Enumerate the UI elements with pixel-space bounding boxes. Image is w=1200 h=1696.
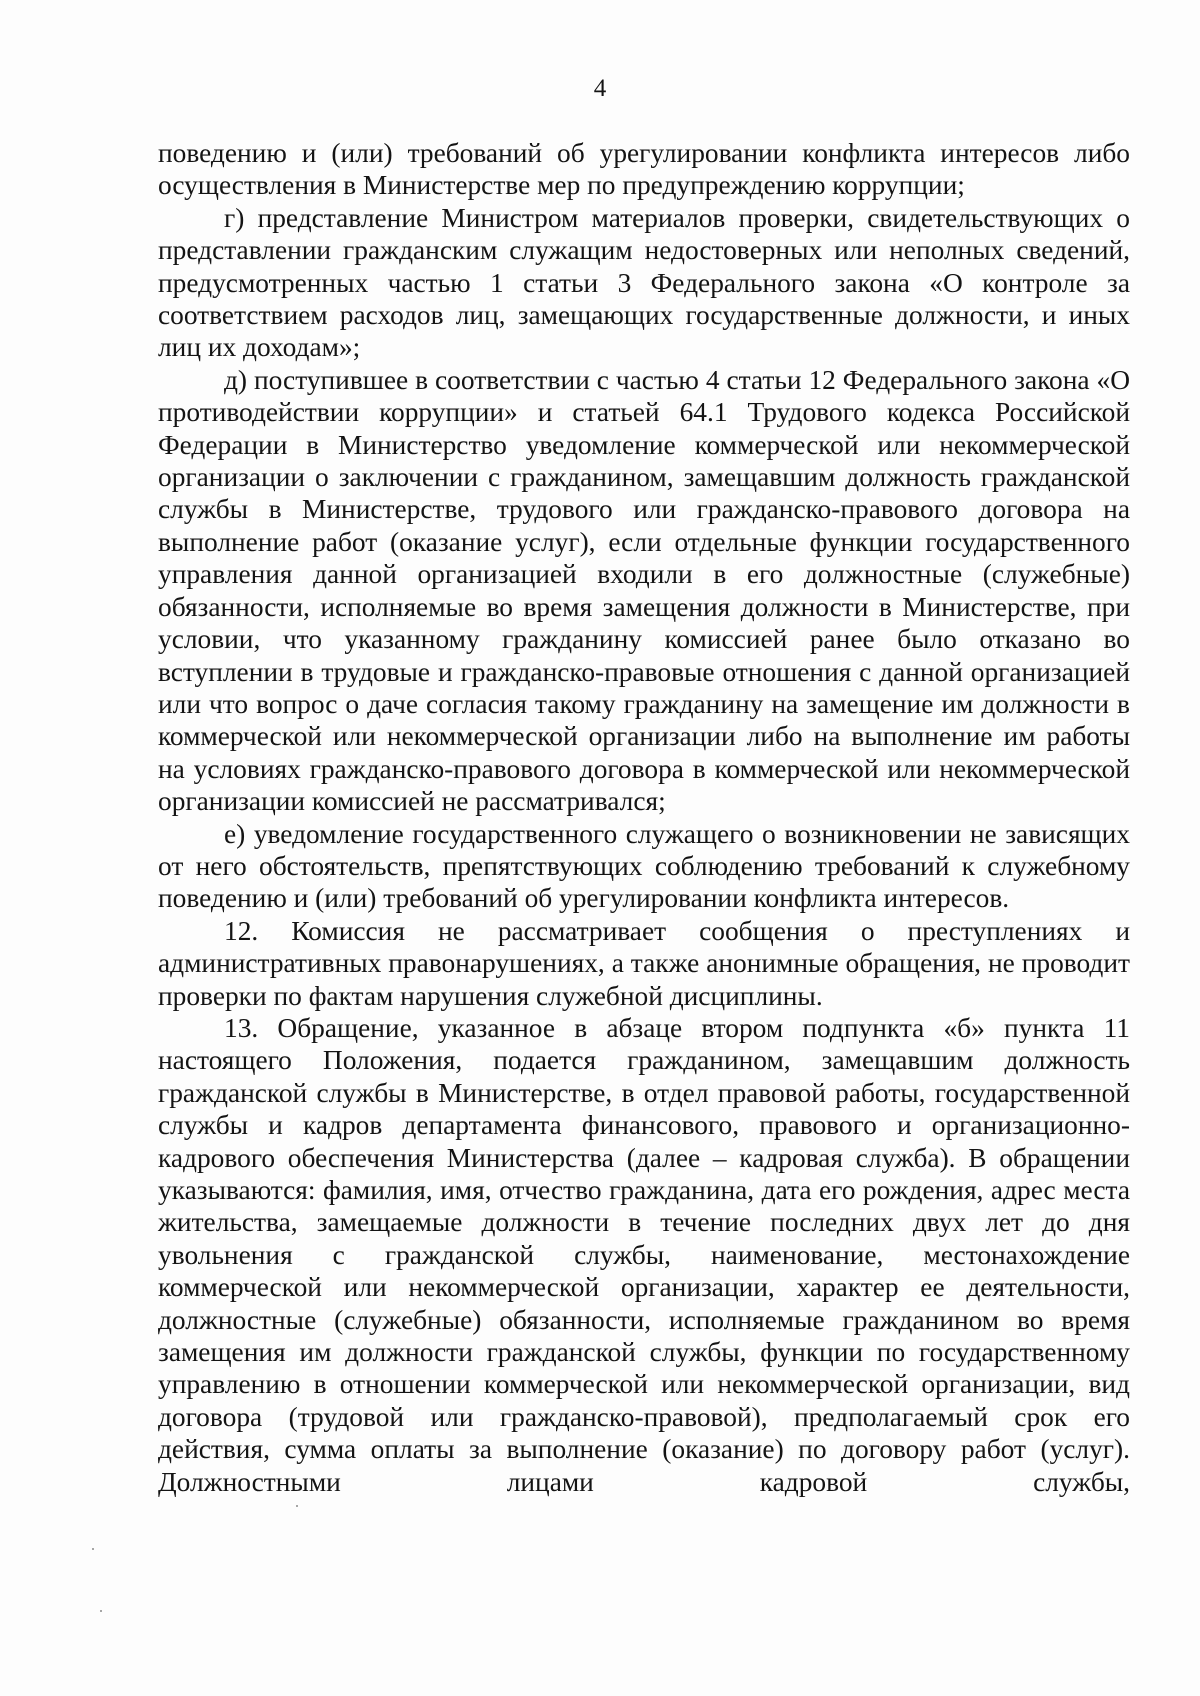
paragraph-clause-12: 12. Комиссия не рассматривает сообщения о преступлениях и административных правонарушениях, а также анонимные обращения, не проводит проверки по фактам нарушения служебной дисциплины. [158, 915, 1130, 1011]
document-body [158, 137, 1130, 1498]
paragraph-item-e: е) уведомление государственного служащего о возникновении не зависящих от него обстоятельств, препятствующих соблюдению требований к служебному поведению и (или) требований об урегулировании конфликта интересов. [158, 818, 1130, 914]
scan-speck [296, 1505, 298, 1507]
paragraph-item-g: г) представление Министром материалов проверки, свидетельствующих о представлении гражданским служащим недостоверных или неполных сведений, предусмотренных частью 1 статьи 3 Федерального закона «О контроле за соответствием расходов лиц, замещающих государственные должности, и иных лиц их доходам»; [158, 202, 1130, 363]
paragraph-clause-13: 13. Обращение, указанное в абзаце втором подпункта «б» пункта 11 настоящего Положения, подается гражданином, замещавшим должность гражданской службы в Министерстве, в отдел правовой работы, государственной службы и кадров департамента финансового, правового и организационно-кадрового обеспечения Министерства (далее – кадровая служба). В обращении указываются: фамилия, имя, отчество гражданина, дата его рождения, адрес места жительства, замещаемые должности в течение последних двух лет до дня увольнения с гражданской службы, наименование, местонахождение коммерческой или некоммерческой организации, характер ее деятельности, должностные (служебные) обязанности, исполняемые гражданином во время замещения им должности гражданской службы, функции по государственному управлению в отношении коммерческой или некоммерческой организации, вид договора (трудовой или гражданско-правовой), предполагаемый срок его действия, сумма оплаты за выполнение (оказание) по договору работ (услуг). Должностными лицами кадровой службы, [158, 1012, 1130, 1497]
page-number: 4 [593, 75, 607, 102]
paragraph-continuation: поведению и (или) требований об урегулировании конфликта интересов либо осуществления в Министерстве мер по предупреждению коррупции; [158, 138, 1130, 201]
scan-speck [92, 1548, 94, 1550]
paragraph-item-d: д) поступившее в соответствии с частью 4 статьи 12 Федерального закона «О противодействии коррупции» и статьей 64.1 Трудового кодекса Российской Федерации в Министерство уведомление коммерческой или некоммерческой организации о заключении с гражданином, замещавшим должность гражданской службы в Министерстве, трудового или гражданско-правового договора на выполнение работ (оказание услуг), если отдельные функции государственного управления данной организацией входили в его должностные (служебные) обязанности, исполняемые во время замещения должности в Министерстве, при условии, что указанному гражданину комиссией ранее было отказано во вступлении в трудовые и гражданско-правовые отношения с данной организацией или что вопрос о даче согласия такому гражданину на замещение им должности в коммерческой или некоммерческой организации либо на выполнение им работы на условиях гражданско-правового договора в коммерческой или некоммерческой организации комиссией не рассматривался; [158, 364, 1130, 817]
scan-speck [100, 1610, 102, 1612]
